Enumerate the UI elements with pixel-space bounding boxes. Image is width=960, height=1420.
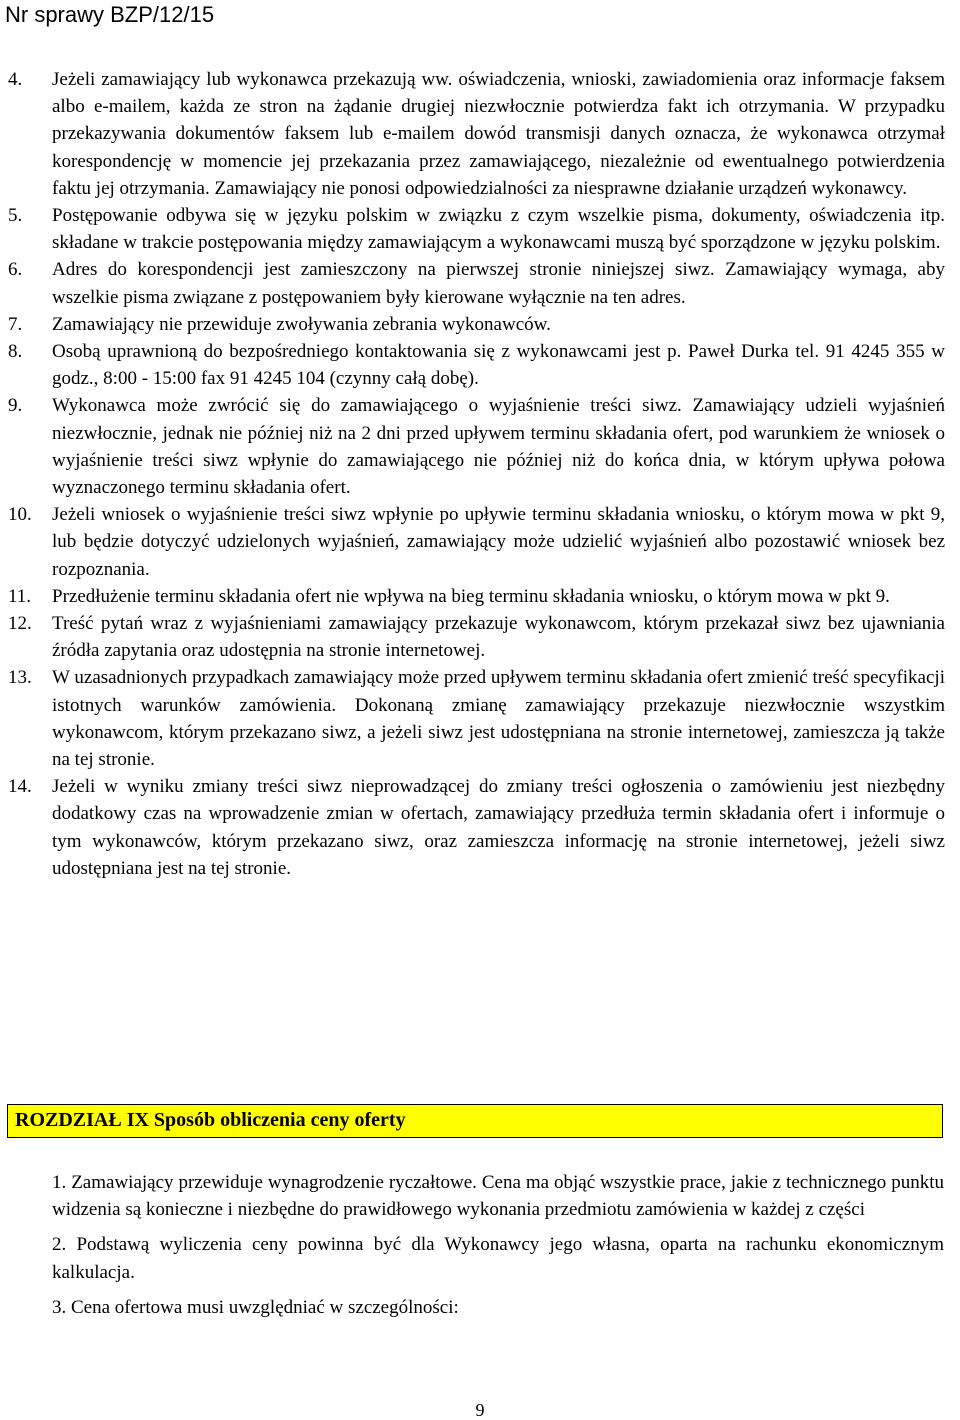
item-number: 5.: [8, 205, 23, 227]
list-item: 1. Zamawiający przewiduje wynagrodzenie ryczałtowe. Cena ma objąć wszystkie prace, jakie z technicznego punktu widzenia są konieczne i niezbędne do prawidłowego wykonania przedmiotu zamówienia w każdej z części: [52, 1172, 944, 1221]
list-item: [8, 583, 945, 610]
item-text: Osobą uprawnioną do bezpośredniego kontaktowania się z wykonawcami jest p. Paweł Durka tel. 91 4245 355 w godz., 8:00 - 15:00 fax 91 4245 104 (czynny całą dobę).: [52, 341, 945, 390]
list-item: [8, 392, 945, 501]
item-number: 12.: [8, 613, 32, 635]
document-reference: Nr sprawy BZP/12/15: [5, 2, 215, 27]
page-number: 9: [475, 1400, 485, 1420]
list-item: [8, 66, 945, 202]
price-calculation-list: [52, 1169, 944, 1329]
section-heading: ROZDZIAŁ IX Sposób obliczenia ceny oferty: [7, 1104, 943, 1138]
item-text: Jeżeli wniosek o wyjaśnienie treści siwz wpłynie po upływie terminu składania wniosku, o którym mowa w pkt 9, lub będzie dotyczyć udzielonych wyjaśnień, zamawiający może udzielić wyjaśnień albo pozostawić wniosek bez rozpoznania.: [52, 504, 945, 580]
item-text: Przedłużenie terminu składania ofert nie wpływa na bieg terminu składania wniosku, o którym mowa w pkt 9.: [52, 585, 890, 607]
list-item: [8, 338, 945, 392]
item-number: 11.: [8, 585, 32, 607]
item-number: 13.: [8, 667, 32, 689]
item-number: 10.: [8, 504, 32, 526]
list-item: [8, 256, 945, 310]
item-number: 7.: [8, 313, 23, 335]
item-text: Zamawiający nie przewiduje zwoływania zebrania wykonawców.: [52, 313, 551, 335]
procedure-rules-list: [8, 66, 945, 882]
item-number: 6.: [8, 259, 23, 281]
item-number: 14.: [8, 776, 32, 798]
list-item: 3. Cena ofertowa musi uwzględniać w szczególności:: [52, 1296, 459, 1318]
item-text: Postępowanie odbywa się w języku polskim w związku z czym wszelkie pisma, dokumenty, oświadczenia itp. składane w trakcie postępowania między zamawiającym a wykonawcami muszą być sporządzone w języku polskim.: [52, 205, 945, 254]
item-text: Adres do korespondencji jest zamieszczony na pierwszej stronie niniejszej siwz. Zamawiający wymaga, aby wszelkie pisma związane z postępowaniem były kierowane wyłącznie na ten adres.: [52, 259, 945, 308]
item-text: Jeżeli w wyniku zmiany treści siwz nieprowadzącej do zmiany treści ogłoszenia o zamówieniu jest niezbędny dodatkowy czas na wprowadzenie zmian w ofertach, zamawiający przedłuża termin składania ofert i informuje o tym wykonawców, którym przekazano siwz, oraz zamieszcza informację na stronie internetowej, jeżeli siwz udostępniana jest na tej stronie.: [52, 776, 945, 879]
list-item: [8, 202, 945, 256]
list-item: [8, 311, 945, 338]
item-number: 4.: [8, 69, 23, 90]
item-number: 8.: [8, 341, 23, 363]
item-text: Treść pytań wraz z wyjaśnieniami zamawiający przekazuje wykonawcom, którym przekazał siwz bez ujawniania źródła zapytania oraz udostępnia na stronie internetowej.: [52, 613, 945, 662]
item-text: W uzasadnionych przypadkach zamawiający może przed upływem terminu składania ofert zmienić treść specyfikacji istotnych warunków zamówienia. Dokonaną zmianę zamawiający przekazuje niezwłocznie wszystkim wykonawcom, którym przekazano siwz, a jeżeli siwz jest udostępniana na stronie internetowej, zamieszcza ją także na tej stronie.: [52, 667, 945, 771]
item-text: Wykonawca może zwrócić się do zamawiającego o wyjaśnienie treści siwz. Zamawiający udzieli wyjaśnień niezwłocznie, jednak nie później niż na 2 dni przed upływem terminu składania ofert, pod warunkiem że wniosek o wyjaśnienie treści siwz wpłynie do zamawiającego nie później niż do końca dnia, w którym upływa połowa wyznaczonego terminu składania ofert.: [52, 395, 945, 499]
list-item: [8, 610, 945, 664]
list-item: 2. Podstawą wyliczenia ceny powinna być dla Wykonawcy jego własna, oparta na rachunku ekonomicznym kalkulacja.: [52, 1234, 944, 1283]
list-item: [8, 664, 945, 773]
item-number: 9.: [8, 395, 23, 417]
list-item: [8, 773, 945, 882]
item-text: Jeżeli zamawiający lub wykonawca przekazują ww. oświadczenia, wnioski, zawiadomienia oraz informacje faksem albo e-mailem, każda ze stron na żądanie drugiej niezwłocznie potwierdza fakt ich otrzymania. W przypadku przekazywania dokumentów faksem lub e-mailem dowód transmisji danych oznacza, że wykonawca otrzymał korespondencję w momencie jej przekazania przez zamawiającego, niezależnie od ewentualnego potwierdzenia faktu jej otrzymania. Zamawiający nie ponosi odpowiedzialności za niesprawne działanie urządzeń wykonawcy.: [52, 69, 945, 199]
list-item: [8, 501, 945, 583]
